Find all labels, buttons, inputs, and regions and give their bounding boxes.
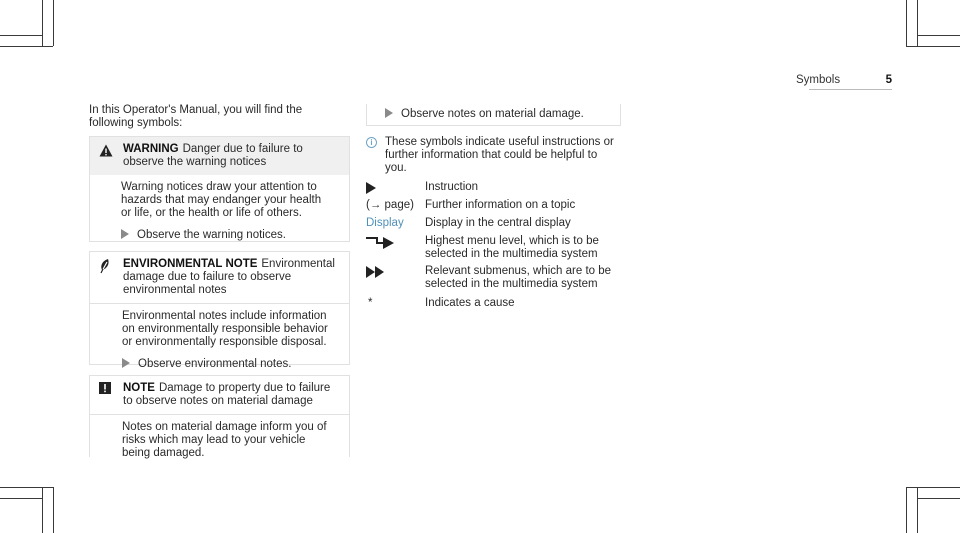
symbol-description: Indicates a cause: [425, 297, 515, 309]
crop-mark: [917, 35, 960, 36]
info-block: [366, 136, 621, 175]
crop-mark: [906, 487, 960, 488]
crop-mark: [53, 0, 54, 46]
crop-mark: [906, 0, 907, 46]
page-header: [796, 74, 892, 87]
exclamation-square-icon: [99, 382, 111, 398]
warning-header: [90, 137, 349, 175]
environment-text: Environmental notes include information on environmentally responsible behavior or environmentally responsible disposal.: [122, 310, 328, 348]
symbol-description: Highest menu level, which is to be selected in the multimedia system: [425, 235, 599, 260]
symbol-description: Instruction: [425, 181, 479, 193]
note-box: [89, 375, 350, 457]
instruction-arrow-icon: [385, 108, 393, 118]
environment-instruction: [122, 358, 329, 371]
note-subtitle: Damage to property due to failure to observe notes on material damage: [123, 382, 331, 407]
environment-leaf-icon: [99, 258, 112, 278]
info-text: These symbols indicate useful instructions or further information that could be helpful to you.: [385, 136, 614, 174]
note-title: NOTE: [123, 382, 155, 394]
crop-mark: [917, 487, 918, 533]
crop-mark: [0, 46, 53, 47]
symbol-row: [366, 235, 636, 263]
crop-mark: [0, 487, 53, 488]
warning-instruction-text: Observe the warning notices.: [137, 229, 286, 241]
symbol-row: [366, 297, 636, 311]
header-rule: [809, 89, 892, 90]
symbol-label: *: [368, 297, 373, 309]
symbol-description: Further information on a topic: [425, 199, 576, 211]
crop-mark: [906, 487, 907, 533]
submenu-double-arrow-icon: [366, 265, 422, 282]
warning-triangle-icon: [99, 144, 113, 161]
instruction-arrow-icon: [121, 229, 129, 239]
warning-text: Warning notices draw your attention to hazards that may endanger your health or life, or the health or life of others.: [121, 181, 322, 219]
crop-mark: [917, 0, 918, 46]
crop-mark: [53, 487, 54, 533]
instruction-arrow-icon: [122, 358, 130, 368]
symbol-row: [366, 217, 636, 231]
menu-level-arrow-icon: [366, 235, 422, 253]
note-instruction: Observe notes on material damage.: [401, 108, 584, 120]
environment-instruction-text: Observe environmental notes.: [138, 358, 292, 370]
crop-mark: [917, 498, 960, 499]
symbol-row: [366, 181, 636, 195]
note-body: [90, 415, 349, 466]
section-title: Symbols: [796, 74, 841, 86]
warning-instruction: [121, 229, 329, 242]
note-text: Notes on material damage inform you of risks which may lead to your vehicle being damaged.: [122, 421, 327, 459]
symbol-row: [366, 265, 636, 293]
crop-mark: [42, 0, 43, 46]
crop-mark: [42, 487, 43, 533]
warning-body: [90, 175, 349, 257]
symbol-row: [366, 199, 636, 213]
warning-title: WARNING: [123, 143, 179, 155]
crop-mark: [0, 35, 42, 36]
environment-subtitle: Environmental damage due to failure to observe environmental notes: [123, 258, 335, 296]
page-number: 5: [885, 74, 892, 86]
crop-mark: [0, 498, 42, 499]
environment-box: [89, 251, 350, 370]
info-circle-icon: i: [366, 137, 377, 148]
environment-body: [90, 304, 349, 386]
warning-subtitle: Danger due to failure to observe the warning notices: [123, 143, 303, 168]
symbol-label: (→ page): [366, 199, 414, 211]
symbol-label: Display: [366, 217, 404, 229]
intro-text: In this Operator's Manual, you will find the following symbols:: [89, 104, 303, 129]
symbol-description: Display in the central display: [425, 217, 571, 229]
environment-header: [90, 252, 349, 304]
warning-box: [89, 136, 350, 242]
instruction-arrow-icon: [366, 181, 422, 198]
crop-mark: [906, 46, 960, 47]
environment-title: ENVIRONMENTAL NOTE: [123, 258, 258, 270]
note-continuation-box: [366, 104, 621, 126]
note-header: [90, 376, 349, 415]
symbol-description: Relevant submenus, which are to be selected in the multimedia system: [425, 265, 612, 290]
